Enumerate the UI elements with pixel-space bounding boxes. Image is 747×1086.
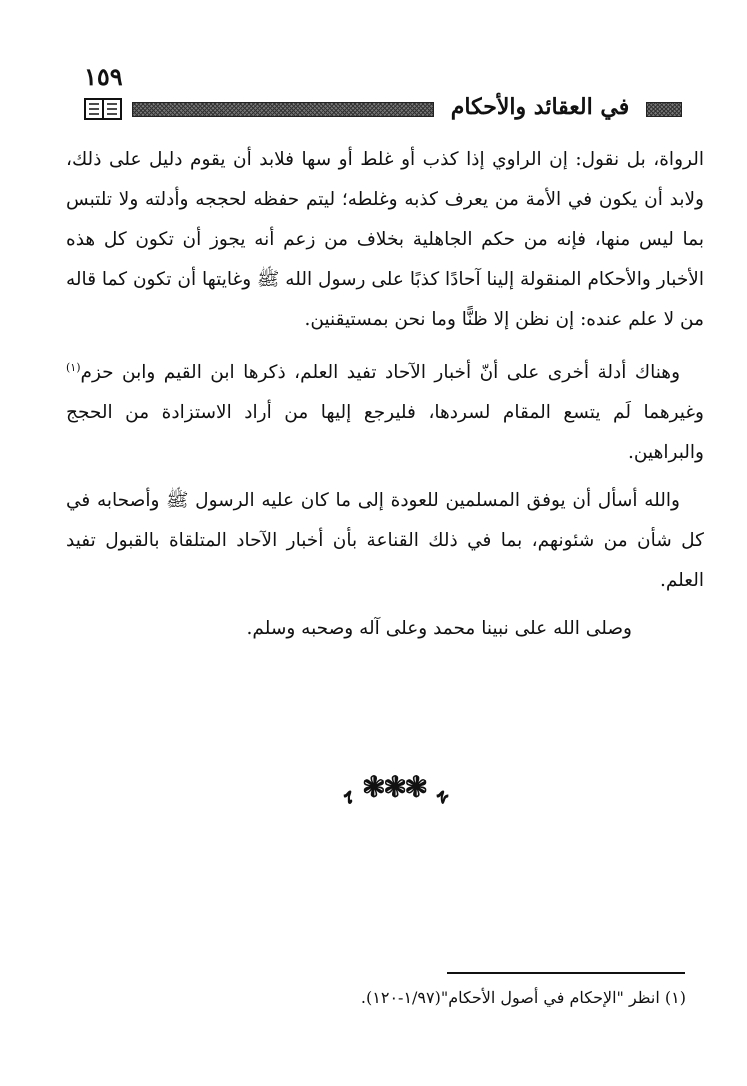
closing-prayer: وصلى الله على نبينا محمد وعلى آله وصحبه وسلم.: [246, 618, 632, 640]
ornament-divider: ﮩ ❃❃❃ ﮨ: [344, 770, 448, 805]
paragraph-1: الرواة، بل نقول: إن الراوي إذا كذب أو غلط أو سها فلابد أن يقوم دليل على ذلك، ولابد أن يكون في الأمة من يعرف كذبه وغلطه؛ ليتم حفظه لحججه وأدلته ولا تلتبس بما ليس منها، فإنه من حكم الجاهلية بخلاف من زعم أنه يجوز أن تكون كل هذه الأخبار والأحكام المنقولة إلينا آحادًا كذبًا على رسول الله ﷺ وغايتها أن تكون كما قاله من لا علم عنده: إن نظن إلا ظنًّا وما نحن بمستيقنين.: [66, 149, 704, 330]
header-rule-left: [132, 102, 434, 117]
paragraph-2-text: وهناك أدلة أخرى على أنّ أخبار الآحاد تفيد العلم، ذكرها ابن القيم وابن حزم: [80, 362, 680, 384]
footnote-reference[interactable]: (١): [66, 361, 81, 374]
running-title: في العقائد والأحكام: [450, 94, 630, 120]
running-header: [84, 96, 680, 124]
open-book-icon: [84, 98, 122, 120]
footnote: (١) انظر "الإحكام في أصول الأحكام"(١/٩٧-١٢٠).: [360, 988, 686, 1007]
header-rule-right: [646, 102, 682, 117]
footnote-rule: [447, 972, 685, 974]
page-number: ١٥٩: [84, 62, 123, 91]
paragraph-2-continuation: وغيرهما لَم يتسع المقام لسردها، فليرجع إليها من أراد الاستزادة من الحجج والبراهين.: [66, 402, 704, 464]
main-text: [66, 140, 704, 657]
paragraph-3: والله أسأل أن يوفق المسلمين للعودة إلى ما كان عليه الرسول ﷺ وأصحابه في كل شأن من شئونهم، بما في ذلك القناعة بأن أخبار الآحاد المتلقاة بالقبول تفيد العلم.: [66, 490, 704, 592]
paragraph-2: [66, 348, 704, 473]
